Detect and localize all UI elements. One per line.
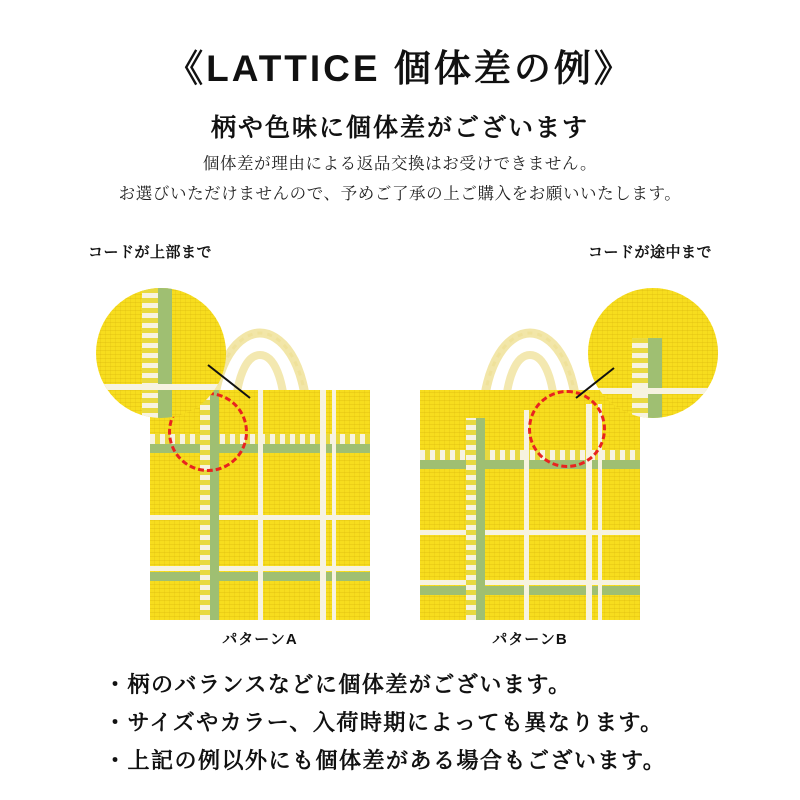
callout-label-left: コードが上部まで	[88, 244, 213, 261]
stripe-v-white-b-1	[524, 410, 529, 620]
callout-label-right: コードが途中まで	[588, 244, 713, 261]
stripe-v-white-a-1	[258, 390, 263, 620]
stripe-h-green-b-1	[420, 460, 640, 469]
page-subtitle: 柄や色味に個体差がございます	[210, 114, 589, 142]
zoom-inner-a	[96, 288, 226, 418]
stripe-v-white-a-3	[332, 390, 336, 620]
zoom-stripe-h-white-a	[96, 384, 226, 390]
zoom-inner-b	[588, 288, 718, 418]
zoom-stripe-v-check-a	[142, 288, 158, 418]
bullet-item-3: ・上記の例以外にも個体差がある場合もございます。	[104, 748, 667, 773]
note-line-2: お選びいただけませんので、予めご了承の上ご購入をお願いいたします。	[118, 185, 682, 203]
stripe-h-white-b-1	[420, 530, 640, 535]
page-title: 《LATTICE 個体差の例》	[166, 48, 634, 89]
stripe-v-check-b-1	[466, 418, 476, 620]
zoom-stripe-h-white-b	[588, 388, 718, 394]
bullet-item-2: ・サイズやカラー、入荷時期によっても異なります。	[104, 710, 664, 735]
pattern-caption-a: パターンA	[222, 631, 298, 648]
zoom-stripe-v-green-b	[648, 338, 662, 418]
zoom-bubble-a	[96, 288, 226, 418]
pattern-caption-b: パターンB	[492, 631, 568, 648]
stripe-h-green-b-2	[420, 586, 640, 595]
stripe-h-check-b-1	[420, 450, 640, 460]
zoom-stripe-v-green-a	[158, 288, 172, 418]
zoom-stripe-v-check-b	[632, 338, 648, 418]
bullet-item-1: ・柄のバランスなどに個体差がございます。	[104, 672, 572, 697]
note-line-1: 個体差が理由による返品交換はお受けできません。	[202, 155, 598, 173]
stripe-v-green-b-1	[476, 418, 485, 620]
zoom-bubble-b	[588, 288, 718, 418]
stripe-h-white-b-2	[420, 580, 640, 585]
stripe-v-white-a-2	[320, 390, 326, 620]
